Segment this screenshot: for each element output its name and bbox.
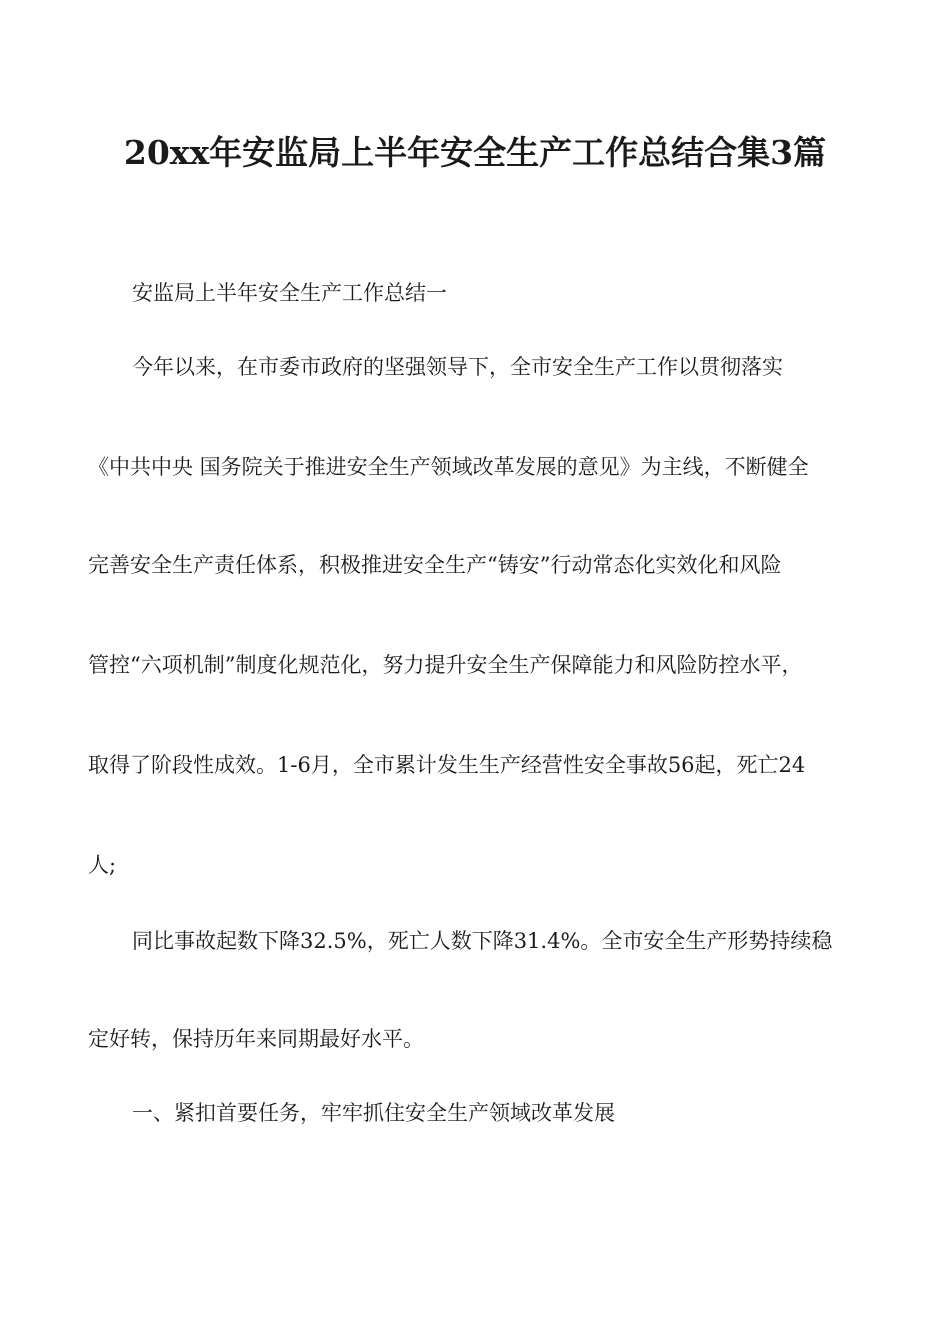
paragraph-line: 同比事故起数下降32.5%，死亡人数下降31.4%。全市安全生产形势持续稳	[132, 929, 833, 953]
paragraph-line: 取得了阶段性成效。1-6月，全市累计发生生产经营性安全事故56起，死亡24	[88, 753, 806, 777]
paragraph-line: 《中共中央 国务院关于推进安全生产领域改革发展的意见》为主线，不断健全	[88, 455, 809, 479]
paragraph-line: 管控“六项机制”制度化规范化，努力提升安全生产保障能力和风险防控水平，	[88, 653, 803, 677]
paragraph-line: 人;	[88, 853, 117, 877]
section-heading-summary-one: 安监局上半年安全生产工作总结一	[132, 281, 447, 305]
document-title: 20xx年安监局上半年安全生产工作总结合集3篇	[123, 133, 827, 172]
paragraph-line: 定好转，保持历年来同期最好水平。	[88, 1027, 424, 1051]
paragraph-line: 今年以来，在市委市政府的坚强领导下，全市安全生产工作以贯彻落实	[132, 355, 783, 379]
paragraph-line: 完善安全生产责任体系，积极推进安全生产“铸安”行动常态化实效化和风险	[88, 553, 782, 577]
section-heading-one: 一、紧扣首要任务，牢牢抓住安全生产领域改革发展	[132, 1101, 615, 1125]
